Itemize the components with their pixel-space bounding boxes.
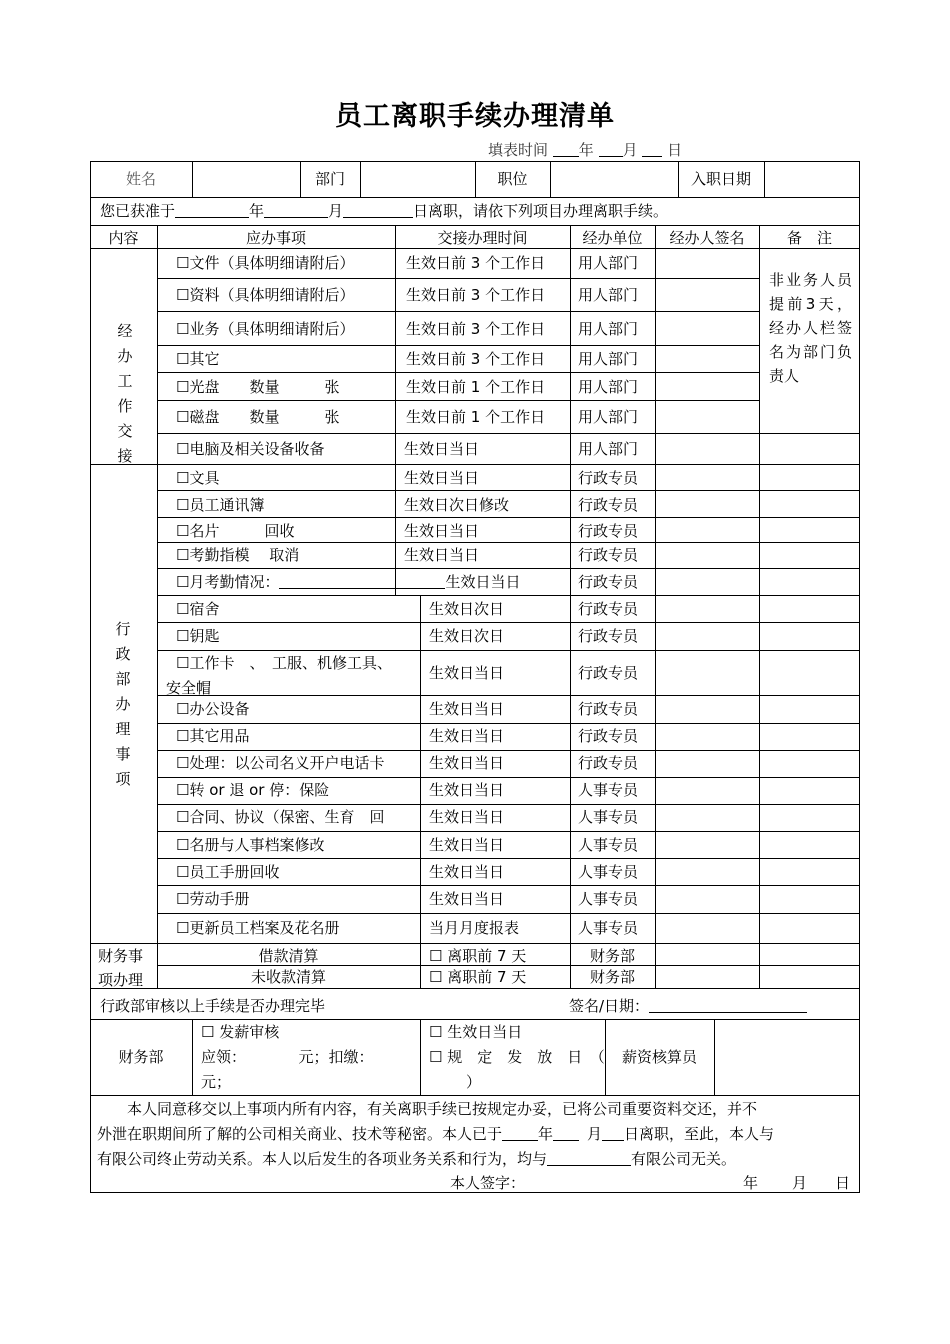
salary-amount: 应领： 元；扣缴： — [201, 1048, 374, 1066]
admin-unit: 人事专员 — [578, 836, 639, 854]
work-item[interactable]: ☐磁盘 数量 张 — [176, 408, 340, 426]
admin-unit: 人事专员 — [578, 781, 639, 799]
work-remark: 非业务人员提前3天，经办人栏签名为部门负责人 — [769, 271, 852, 385]
leave-notice — [100, 202, 668, 220]
work-unit: 用人部门 — [578, 286, 639, 304]
admin-unit: 人事专员 — [578, 863, 639, 881]
attendance-row[interactable] — [176, 573, 520, 591]
leave-year-blank[interactable] — [175, 203, 249, 218]
decl-year-blank[interactable] — [502, 1126, 538, 1141]
admin-item[interactable]: ☐员工手册回收 — [176, 863, 280, 881]
attendance-time: 生效日当日 — [445, 573, 521, 591]
name-label: 姓名 — [125, 170, 156, 188]
work-unit: 用人部门 — [578, 378, 639, 396]
sign-day: 日 — [835, 1174, 851, 1192]
admin-time: 生效日当日 — [429, 664, 505, 682]
hire-date-field[interactable] — [768, 166, 856, 192]
admin-time: 生效日当日 — [404, 546, 480, 564]
work-unit: 用人部门 — [578, 254, 639, 272]
admin-unit: 行政专员 — [578, 727, 639, 745]
work-unit: 用人部门 — [578, 320, 639, 338]
work-unit: 用人部门 — [578, 440, 639, 458]
notice-prefix: 您已获准于 — [100, 202, 176, 220]
salary-label: 财务部 — [118, 1048, 164, 1066]
leave-day-blank[interactable] — [343, 203, 413, 218]
admin-time: 生效日当日 — [404, 469, 480, 487]
work-time: 生效日前 1 个工作日 — [406, 408, 546, 426]
work-time: 生效日前 3 个工作日 — [406, 254, 546, 272]
review-sign — [569, 997, 807, 1015]
salary-check[interactable]: ☐ 发薪审核 — [201, 1023, 280, 1041]
name-field[interactable] — [196, 166, 296, 192]
col-time: 交接办理时间 — [437, 229, 528, 247]
salary-time-2[interactable]: ☐ 规 定 发 放 日 （ — [429, 1048, 605, 1066]
admin-item[interactable]: ☐处理：以公司名义开户电话卡 — [176, 754, 385, 772]
admin-time: 生效日当日 — [429, 700, 505, 718]
fill-date-label: 填表时间 — [488, 141, 549, 159]
notice-suffix: 日离职，请依下列项目办理离职手续。 — [413, 202, 669, 220]
review-sign-blank[interactable] — [649, 998, 807, 1013]
work-item[interactable]: ☐资料（具体明细请附后） — [176, 286, 355, 304]
accountant-sign-field[interactable] — [718, 1023, 856, 1091]
admin-time: 生效日次日 — [429, 600, 505, 618]
admin-unit: 行政专员 — [578, 573, 639, 591]
admin-unit: 行政专员 — [578, 627, 639, 645]
admin-time: 生效日当日 — [429, 727, 505, 745]
admin-unit: 人事专员 — [578, 890, 639, 908]
admin-time: 生效日当日 — [429, 808, 505, 826]
col-item: 应办事项 — [245, 229, 306, 247]
admin-unit: 行政专员 — [578, 600, 639, 618]
admin-item[interactable]: ☐员工通讯簿 — [176, 496, 265, 514]
attendance-item: ☐月考勤情况： — [176, 573, 280, 591]
admin-time: 生效日当日 — [429, 863, 505, 881]
fill-day-label: 日 — [667, 141, 683, 159]
decl-month-blank[interactable] — [553, 1126, 579, 1141]
admin-unit: 行政专员 — [578, 496, 639, 514]
notice-month: 月 — [328, 202, 344, 220]
work-time: 生效日前 3 个工作日 — [406, 350, 546, 368]
admin-unit: 行政专员 — [578, 700, 639, 718]
salary-yuan: 元； — [201, 1073, 232, 1091]
admin-time: 生效日当日 — [429, 836, 505, 854]
leave-month-blank[interactable] — [264, 203, 328, 218]
finance-item[interactable]: 未收款清算 — [250, 968, 326, 986]
admin-time: 生效日当日 — [429, 781, 505, 799]
work-unit: 用人部门 — [578, 408, 639, 426]
sign-month: 月 — [792, 1174, 808, 1192]
admin-unit: 行政专员 — [578, 522, 639, 540]
finance-time[interactable]: ☐ 离职前 7 天 — [429, 968, 527, 986]
admin-item[interactable]: ☐考勤指模 取消 — [176, 546, 300, 564]
sign-year: 年 — [743, 1174, 759, 1192]
dept-label: 部门 — [314, 170, 345, 188]
admin-item[interactable]: ☐其它用品 — [176, 727, 250, 745]
fill-month-blank[interactable] — [599, 141, 623, 157]
finance-time[interactable]: ☐ 离职前 7 天 — [429, 947, 527, 965]
admin-time: 生效日当日 — [404, 522, 480, 540]
admin-unit: 行政专员 — [578, 546, 639, 564]
admin-unit: 行政专员 — [578, 469, 639, 487]
work-time: 生效日当日 — [404, 440, 480, 458]
dept-field[interactable] — [364, 166, 472, 192]
fill-date — [488, 139, 682, 160]
decl-day-blank[interactable] — [602, 1126, 624, 1141]
admin-unit: 人事专员 — [578, 919, 639, 937]
finance-unit: 财务部 — [589, 968, 635, 986]
fill-day-blank[interactable] — [642, 141, 662, 157]
admin-item[interactable]: ☐工作卡 、 工服、机修工具、 — [176, 654, 392, 672]
notice-year: 年 — [249, 202, 265, 220]
salary-time-3: ） — [466, 1073, 482, 1091]
review-sign-label: 签名/日期： — [569, 997, 650, 1015]
hire-date-label: 入职日期 — [690, 170, 751, 188]
finance-label-1: 财务事 — [98, 947, 144, 965]
admin-time: 生效日当日 — [429, 890, 505, 908]
admin-time: 生效日次日修改 — [404, 496, 510, 514]
admin-item[interactable]: ☐合同、协议（保密、生育 回 — [176, 808, 385, 826]
admin-unit: 人事专员 — [578, 808, 639, 826]
admin-section-label: 行政部办理事项 — [115, 620, 131, 788]
admin-unit: 行政专员 — [578, 754, 639, 772]
admin-unit: 行政专员 — [578, 664, 639, 682]
work-item[interactable]: ☐光盘 数量 张 — [176, 378, 340, 396]
finance-label-2: 项办理 — [98, 971, 144, 989]
work-unit: 用人部门 — [578, 350, 639, 368]
col-content: 内容 — [108, 229, 139, 247]
self-sign-label: 本人签字： — [450, 1174, 526, 1192]
declaration-line-1: 本人同意移交以上事项内所有内容，有关离职手续已按规定办妥，已将公司重要资料交还，并不 — [127, 1100, 758, 1118]
declaration-text — [97, 1097, 853, 1172]
finance-unit: 财务部 — [589, 947, 635, 965]
position-field[interactable] — [554, 166, 674, 192]
work-item[interactable]: ☐其它 — [176, 350, 220, 368]
admin-item[interactable]: ☐名片 回收 — [176, 522, 295, 540]
admin-item[interactable]: ☐文具 — [176, 469, 220, 487]
admin-item[interactable]: ☐更新员工档案及花名册 — [176, 919, 340, 937]
admin-item[interactable]: ☐宿舍 — [176, 600, 220, 618]
work-time: 生效日前 3 个工作日 — [406, 286, 546, 304]
declaration-line-2: 外泄在职期间所了解的公司相关商业、技术等秘密。本人已于 年 月 日离职，至此，本人与 — [97, 1125, 775, 1143]
fill-year-label: 年 — [578, 141, 594, 159]
work-section-label: 经办工作交接 — [117, 322, 133, 465]
finance-item[interactable]: 借款清算 — [258, 947, 319, 965]
admin-item[interactable]: ☐钥匙 — [176, 627, 220, 645]
admin-item[interactable]: ☐转 or 退 or 停：保险 — [176, 781, 330, 799]
decl-company-blank[interactable] — [547, 1151, 631, 1166]
document-title: 员工离职手续办理清单 — [335, 101, 615, 132]
col-remark: 备 注 — [786, 229, 832, 247]
attendance-blank[interactable] — [279, 574, 445, 589]
review-text: 行政部审核以上手续是否办理完毕 — [100, 997, 326, 1015]
fill-month-label: 月 — [622, 141, 638, 159]
admin-item[interactable]: ☐名册与人事档案修改 — [176, 836, 325, 854]
admin-time: 生效日当日 — [429, 754, 505, 772]
declaration-line-3: 有限公司终止劳动关系。本人以后发生的各项业务关系和行为，均与 有限公司无关。 — [97, 1150, 737, 1168]
admin-time: 当月月度报表 — [429, 919, 520, 937]
work-time: 生效日前 1 个工作日 — [406, 378, 546, 396]
admin-item[interactable]: ☐办公设备 — [176, 700, 250, 718]
work-item[interactable]: ☐电脑及相关设备收备 — [176, 440, 325, 458]
work-time: 生效日前 3 个工作日 — [406, 320, 546, 338]
work-item[interactable]: ☐业务（具体明细请附后） — [176, 320, 355, 338]
col-sign: 经办人签名 — [669, 229, 745, 247]
admin-item-cont: 安全帽 — [166, 679, 212, 697]
col-unit: 经办单位 — [582, 229, 643, 247]
salary-accountant: 薪资核算员 — [621, 1048, 697, 1066]
fill-year-blank[interactable] — [553, 141, 579, 157]
admin-time: 生效日次日 — [429, 627, 505, 645]
salary-time-1[interactable]: ☐ 生效日当日 — [429, 1023, 523, 1041]
work-item[interactable]: ☐文件（具体明细请附后） — [176, 254, 355, 272]
position-label: 职位 — [497, 170, 528, 188]
admin-item[interactable]: ☐劳动手册 — [176, 890, 250, 908]
